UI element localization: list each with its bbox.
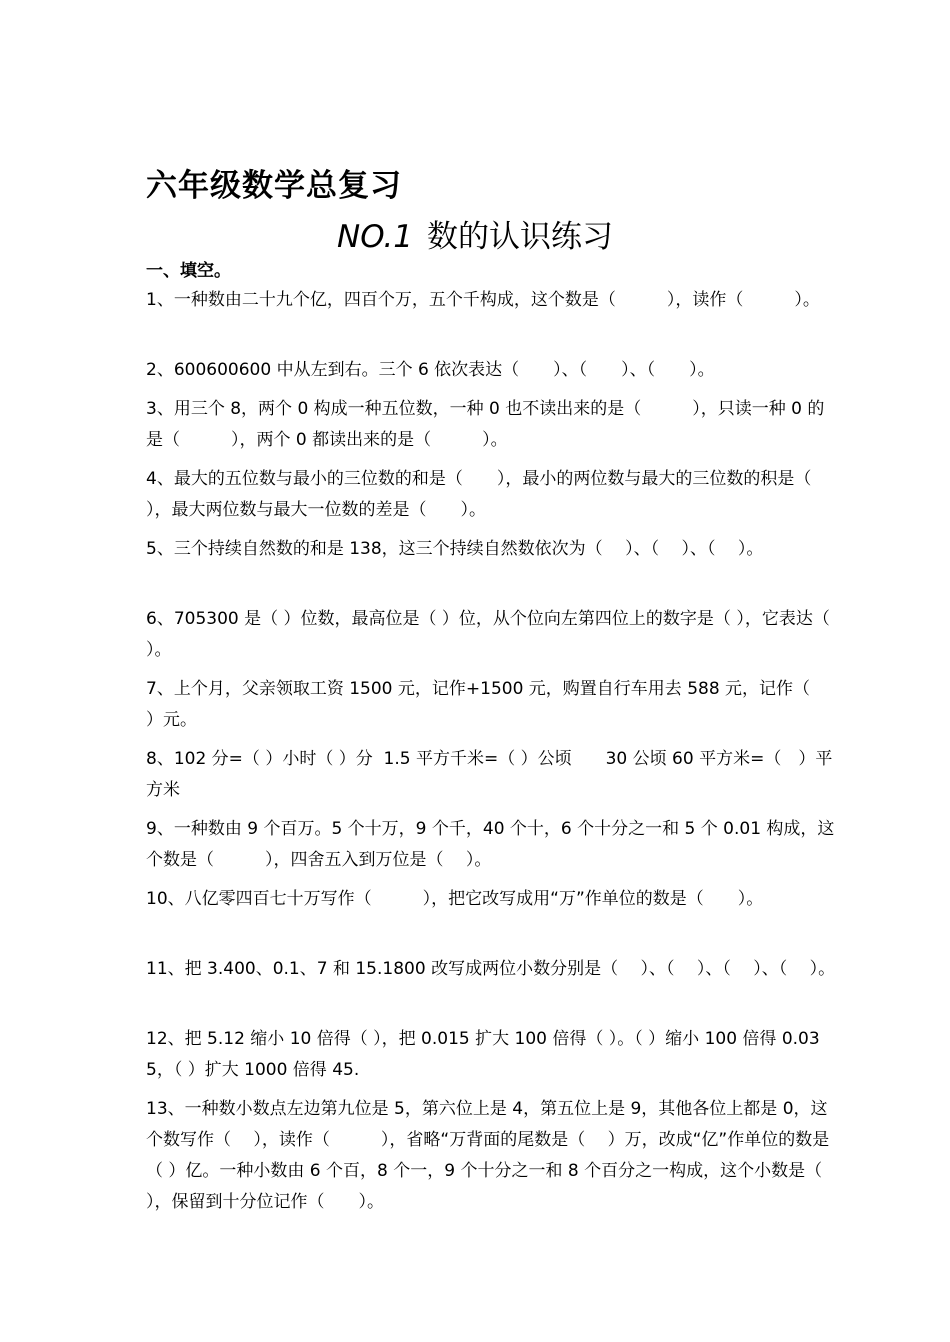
subtitle-code: NO.1 [337, 219, 413, 255]
document-title: 六年级数学总复习 [146, 168, 402, 204]
subtitle-text: 数的认识练习 [426, 219, 613, 255]
question-11: 11、把 3.400、0.1、7 和 15.1800 改写成两位小数分别是（ ）、（ ）、（ ）、（ ）。 [146, 959, 836, 979]
question-6: 6、705300 是（ ）位数，最高位是（ ）位，从个位向左第四位上的数字是（ ），它表达（ ）。 [146, 609, 853, 660]
question-5: 5、三个持续自然数的和是 138，这三个持续自然数依次为（ ）、（ ）、（ ）。 [146, 539, 764, 559]
question-7: 7、上个月，父亲领取工资 1500 元，记作+1500 元，购置自行车用去 588 元，记作（ ）元。 [146, 679, 833, 730]
question-8: 8、102 分=（ ）小时（ ）分 1.5 平方千米=（ ）公顷 30 公顷 60 平方米=（ ）平方米 [146, 749, 833, 800]
question-3: 3、用三个 8，两个 0 构成一种五位数，一种 0 也不读出来的是（ ），只读一种 0 的是（ ），两个 0 都读出来的是（ ）。 [146, 399, 825, 450]
question-4: 4、最大的五位数与最小的三位数的和是（ ），最小的两位数与最大的三位数的积是（ ），最大两位数与最大一位数的差是（ ）。 [146, 469, 863, 520]
document-subtitle [0, 211, 950, 256]
question-9: 9、一种数由 9 个百万。5 个十万，9 个千，40 个十，6 个十分之一和 5 个 0.01 构成，这个数是（ ），四舍五入到万位是（ ）。 [146, 819, 835, 870]
question-10: 10、八亿零四百七十万写作（ ），把它改写成用“万”作单位的数是（ ）。 [146, 889, 764, 909]
question-2: 2、600600600 中从左到右。三个 6 依次表达（ ）、（ ）、（ ）。 [146, 360, 715, 380]
question-12: 12、把 5.12 缩小 10 倍得（ ），把 0.015 扩大 100 倍得（ ）。（ ）缩小 100 倍得 0.035，（ ）扩大 1000 倍得 45. [146, 1029, 820, 1080]
question-1: 1、一种数由二十九个亿，四百个万，五个千构成，这个数是（ ），读作（ ）。 [146, 290, 820, 310]
section-heading: 一、填空。 [146, 261, 231, 281]
question-13: 13、一种数小数点左边第九位是 5，第六位上是 4，第五位上是 9，其他各位上都是 0，这个数写作（ ），读作（ ），省略“万背面的尾数是（ ）万，改成“亿”作单位的数是（ ）亿。一种小数由 6 个百，8 个一，9 个十分之一和 8 个百分之一构成，这个小数是（ ），保留到十分位记作（ ）。 [146, 1099, 845, 1212]
